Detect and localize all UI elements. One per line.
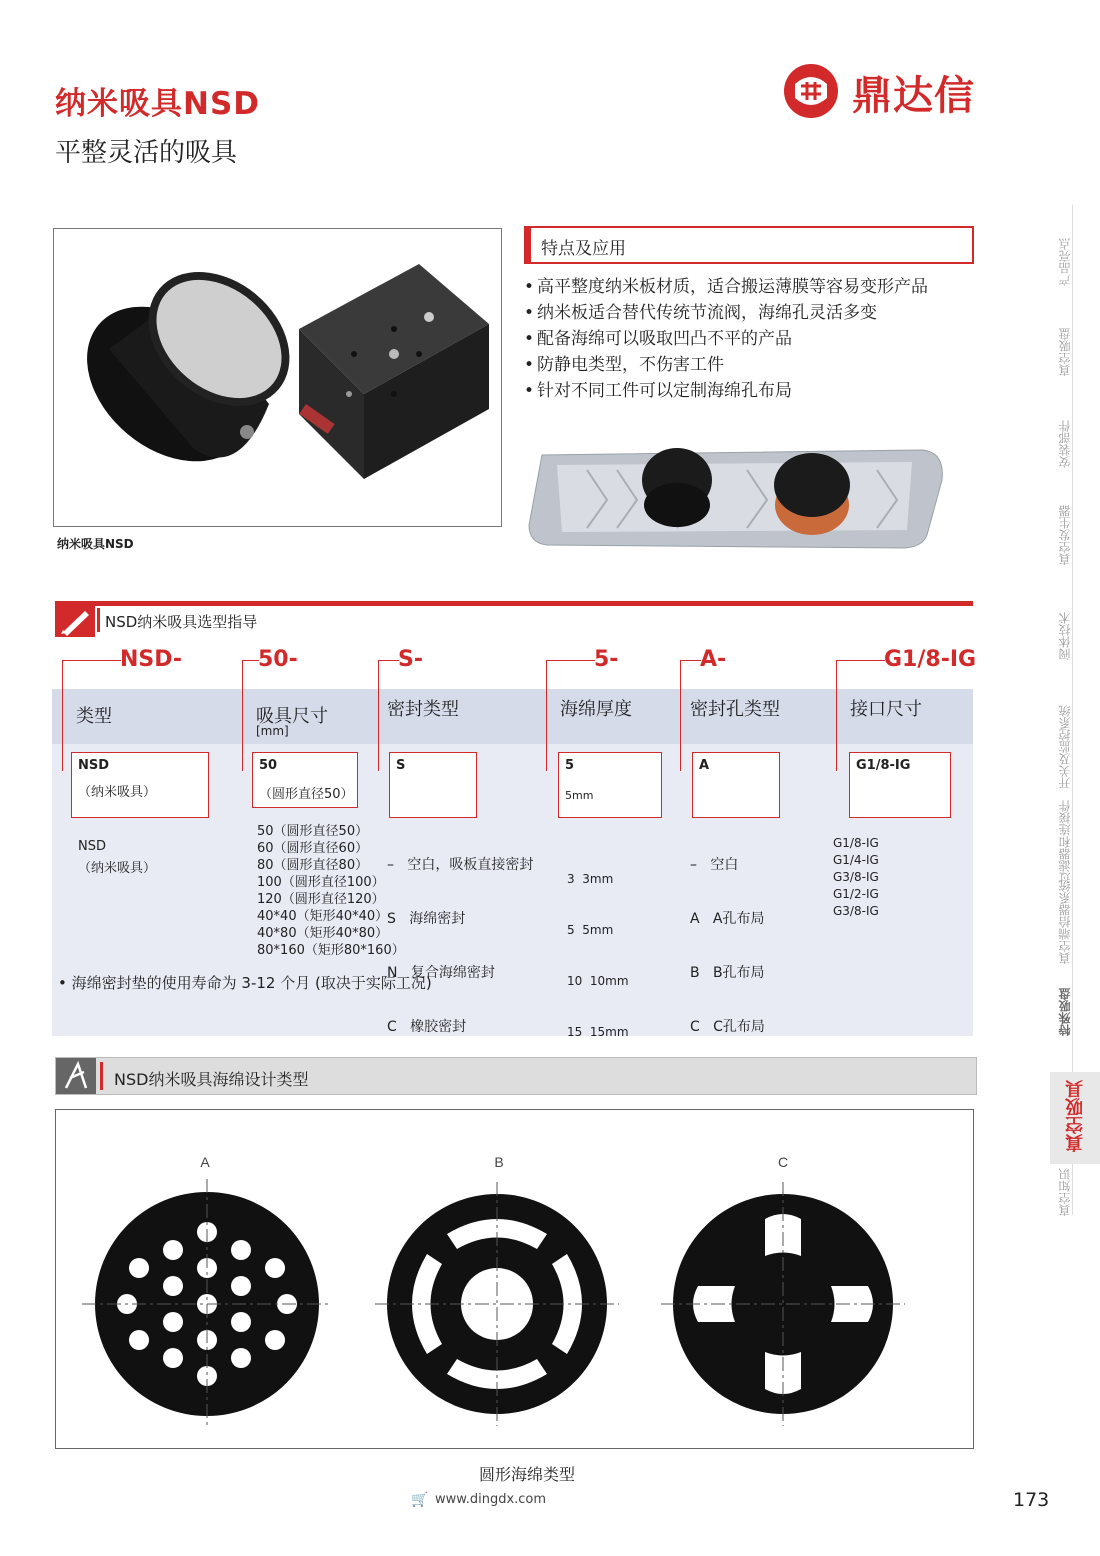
code-part: A- (700, 647, 727, 672)
product-photo (53, 228, 502, 527)
option-item: N 复合海绵密封 (387, 965, 495, 981)
example-code: 50 (259, 758, 278, 773)
type-label: B (494, 1154, 504, 1170)
example-box-size (252, 752, 358, 808)
sidebar-item[interactable]: 真空吸盘 (1058, 328, 1072, 376)
example-box-thickness (558, 752, 662, 818)
sidebar-item[interactable]: 特殊吸盘 (1058, 988, 1072, 1036)
option-item: C C孔布局 (690, 1019, 765, 1035)
column-label-seal: 密封类型 (387, 699, 459, 720)
code-part: NSD- (120, 647, 183, 672)
features-list (524, 274, 928, 404)
option-item: 80*160（矩形80*160） (257, 943, 405, 958)
sidebar-item[interactable]: 真空端拾器系统 (1058, 880, 1072, 964)
code-part: G1/8-IG (884, 647, 977, 672)
sponge-heading-label: NSD纳米吸具海绵设计类型 (114, 1070, 309, 1089)
sidebar-item[interactable]: 真空知识 (1058, 1168, 1072, 1216)
option-item: 100（圆形直径100） (257, 875, 385, 890)
example-desc: （纳米吸具） (78, 785, 157, 800)
sponge-type-a (82, 1179, 332, 1429)
page-subtitle: 平整灵活的吸具 (55, 138, 238, 168)
cart-icon: 🛒 (411, 1492, 429, 1508)
example-box-seal (389, 752, 477, 818)
option-item: S 海绵密封 (387, 911, 466, 927)
option-item: 50（圆形直径50） (257, 824, 369, 839)
option-item: 120（圆形直径120） (257, 892, 385, 907)
column-label-size: 吸具尺寸 (256, 706, 328, 727)
feature-item: • 针对不同工件可以定制海绵孔布局 (524, 378, 928, 404)
type-label: A (200, 1154, 210, 1170)
sidebar-item[interactable]: 安装部件 (1058, 420, 1072, 468)
lifetime-note: • 海绵密封垫的使用寿命为 3-12 个月 (取决于实际工况) (58, 974, 432, 992)
option-item: （纳米吸具） (78, 861, 157, 876)
option-item: G3/8-IG (833, 870, 879, 884)
options-port (833, 835, 879, 920)
compass-icon (56, 1058, 96, 1094)
option-item: NSD (78, 839, 106, 854)
example-box-type (71, 752, 209, 818)
example-code: NSD (78, 758, 110, 773)
column-unit: [mm] (256, 724, 289, 738)
option-item: G1/4-IG (833, 853, 879, 867)
column-label-type: 类型 (76, 706, 112, 727)
option-item: 5 5mm (567, 923, 614, 937)
brand-name: 鼎达信 (852, 73, 975, 119)
feature-item: • 纳米板适合替代传统节流阀，海绵孔灵活多变 (524, 300, 928, 326)
example-code: 5 (565, 758, 575, 773)
options-hole (690, 820, 765, 1054)
note-text: 海绵密封垫的使用寿命为 3-12 个月 (取决于实际工况) (71, 974, 432, 992)
option-item: – 空白，吸板直接密封 (387, 857, 534, 873)
product-image (54, 229, 501, 526)
feature-item: • 防静电类型，不伤害工件 (524, 352, 928, 378)
sponge-heading (55, 1057, 977, 1095)
sponge-diagrams (55, 1109, 972, 1447)
column-label-port: 接口尺寸 (850, 699, 922, 720)
feature-item: • 配备海绵可以吸取凹凸不平的产品 (524, 326, 928, 352)
sponge-type-c (661, 1182, 905, 1426)
photo-caption: 纳米吸具NSD (57, 537, 134, 551)
sponge-type-b (375, 1182, 619, 1426)
page-number: 173 (1013, 1489, 1050, 1511)
option-item: A A孔布局 (690, 911, 765, 927)
sidebar-item[interactable]: 阀体技术 (1058, 612, 1072, 660)
selection-heading (55, 601, 973, 637)
column-label-hole: 密封孔类型 (690, 699, 780, 720)
option-item: G1/8-IG (833, 836, 879, 850)
code-part: 5- (594, 647, 619, 672)
features-heading (524, 226, 974, 264)
options-type (78, 836, 156, 880)
feature-item: • 高平整度纳米板材质，适合搬运薄膜等容易变形产品 (524, 274, 928, 300)
tray-photo (527, 440, 945, 550)
footer-url[interactable]: www.dingdx.com (435, 1492, 547, 1507)
selection-heading-label: NSD纳米吸具选型指导 (105, 613, 258, 631)
example-box-port (849, 752, 951, 818)
example-code: A (699, 758, 710, 773)
column-label-thickness: 海绵厚度 (560, 699, 632, 720)
option-item: G1/2-IG (833, 887, 879, 901)
option-item: G3/8-IG (833, 904, 879, 918)
option-item: 3 3mm (567, 872, 614, 886)
example-code: G1/8-IG (856, 758, 911, 773)
option-item: 40*40（矩形40*40） (257, 909, 389, 924)
sidebar-item[interactable]: 过滤器和连接件 (1058, 800, 1072, 884)
option-item: 15 15mm (567, 1025, 629, 1039)
sidebar-item[interactable]: 开关及监控系统 (1058, 705, 1072, 789)
example-box-hole (692, 752, 780, 818)
option-item: 80（圆形直径80） (257, 858, 369, 873)
sidebar-item[interactable]: 真空发生器 (1058, 505, 1072, 565)
option-item: – 空白 (690, 857, 739, 873)
option-item: B B孔布局 (690, 965, 765, 981)
sidebar-active-label: 真空吸具 (1065, 1080, 1086, 1152)
options-seal (387, 820, 533, 1054)
option-item: 60（圆形直径60） (257, 841, 369, 856)
example-desc: 5mm (565, 789, 594, 802)
sidebar-item[interactable]: 产品亮点 (1058, 238, 1072, 286)
sidebar-item-active[interactable] (1050, 1072, 1100, 1164)
features-heading-label: 特点及应用 (541, 239, 626, 259)
option-item: 40*80（矩形40*80） (257, 926, 389, 941)
example-desc: （圆形直径50） (259, 787, 354, 802)
example-code: S (396, 758, 406, 773)
options-size (257, 823, 405, 959)
sponge-caption: 圆形海绵类型 (479, 1465, 576, 1484)
pen-icon (55, 606, 95, 637)
code-part: 50- (258, 647, 298, 672)
page-title: 纳米吸具NSD (55, 86, 261, 122)
option-item: 10 10mm (567, 974, 629, 988)
type-label: C (777, 1154, 789, 1170)
code-part: S- (398, 647, 423, 672)
option-item: C 橡胶密封 (387, 1019, 467, 1035)
